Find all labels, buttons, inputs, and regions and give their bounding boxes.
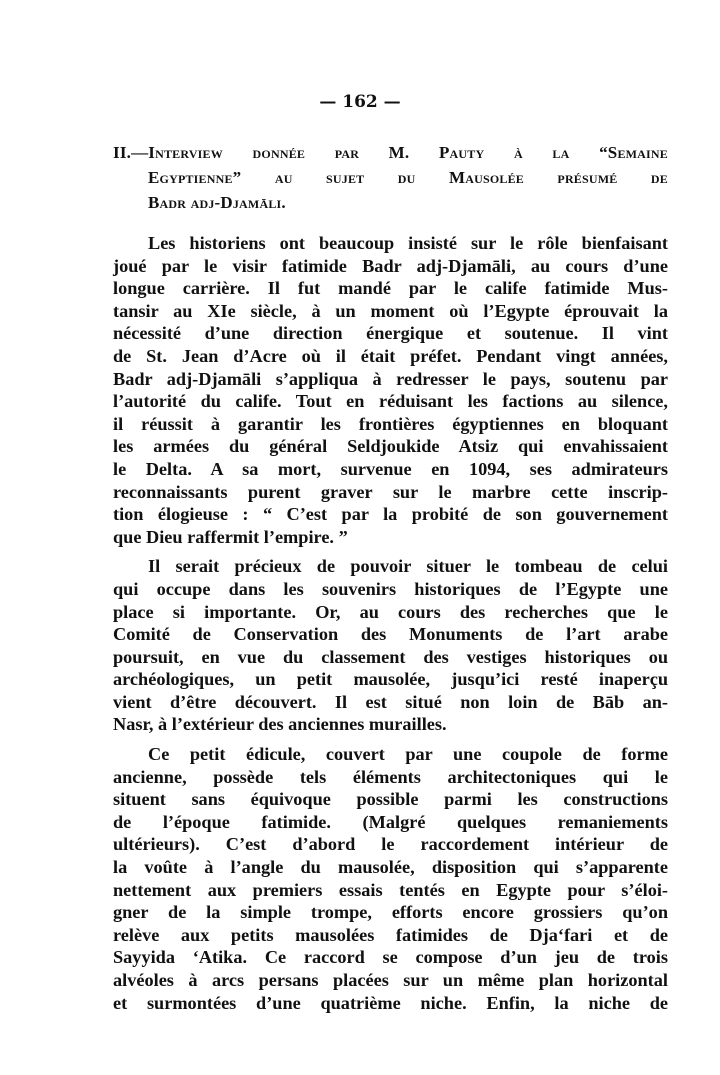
- text-line: la voûte à l’angle du mausolée, disposition qui s’apparente: [113, 857, 668, 878]
- text-line: tansir au XIe siècle, à un moment où l’Egypte éprouvait la: [113, 300, 668, 321]
- text-line: Il serait précieux de pouvoir situer le tombeau de celui: [148, 556, 668, 577]
- text-line: archéologiques, un petit mausolée, jusqu’ici resté inaperçu: [113, 669, 668, 690]
- text-line: ancienne, possède tels éléments architectoniques qui le: [113, 766, 668, 787]
- text-line: Badr adj-Djamāli s’appliqua à redresser le pays, soutenu par: [113, 368, 668, 389]
- text-line: reconnaissants purent graver sur le marbre cette inscrip-: [113, 481, 668, 502]
- text-line: situent sans équivoque possible parmi les constructions: [113, 789, 668, 810]
- text-line: ultérieurs). C’est d’abord le raccordement intérieur de: [113, 834, 668, 855]
- text-line: gner de la simple trompe, efforts encore grossiers qu’on: [113, 902, 668, 923]
- text-line: Sayyida ‘Atika. Ce raccord se compose d’un jeu de trois: [113, 947, 668, 968]
- text-line: place si importante. Or, au cours des recherches que le: [113, 601, 668, 622]
- paragraph-2: [113, 555, 668, 736]
- text-line: Les historiens ont beaucoup insisté sur le rôle bienfaisant: [148, 233, 668, 253]
- text-line: nécessité d’une direction énergique et soutenue. Il vint: [113, 323, 668, 344]
- text-line: et surmontées d’une quatrième niche. Enfin, la niche de: [113, 992, 668, 1013]
- text-line: poursuit, en vue du classement des vestiges historiques ou: [113, 646, 668, 667]
- text-line: les armées du général Seldjoukide Atsiz qui envahissaient: [113, 436, 668, 457]
- text-line: relève aux petits mausolées fatimides de Dja‘fari et de: [113, 924, 668, 945]
- page-body: [113, 140, 668, 1021]
- text-line: alvéoles à arcs persans placées sur un même plan horizontal: [113, 970, 668, 990]
- text-line: vient d’être découvert. Il est situé non loin de Bāb an-: [113, 691, 668, 712]
- text-line: joué par le visir fatimide Badr adj-Djamāli, au cours d’une: [113, 255, 668, 276]
- text-line: Comité de Conservation des Monuments de l’art arabe: [113, 624, 668, 645]
- heading-line: Badr adj-Djamāli.: [148, 193, 286, 212]
- section-heading: [113, 140, 668, 215]
- heading-line: II.—Interview donnée par M. Pauty à la “Semaine: [113, 143, 668, 162]
- text-line: de St. Jean d’Acre où il était préfet. Pendant vingt années,: [113, 345, 668, 366]
- text-line: que Dieu raffermit l’empire. ”: [113, 526, 348, 547]
- text-line: de l’époque fatimide. (Malgré quelques remaniements: [113, 811, 668, 832]
- page-number: — 162 —: [319, 92, 401, 112]
- text-line: tion élogieuse : “ C’est par la probité de son gouvernement: [113, 504, 668, 525]
- text-line: l’autorité du calife. Tout en réduisant les factions au silence,: [113, 391, 668, 412]
- text-line: Ce petit édicule, couvert par une coupole de forme: [148, 744, 668, 765]
- text-line: qui occupe dans les souvenirs historiques de l’Egypte une: [113, 578, 668, 599]
- text-line: longue carrière. Il fut mandé par le calife fatimide Mus-: [113, 278, 668, 299]
- paragraph-1: [113, 232, 668, 548]
- text-line: le Delta. A sa mort, survenue en 1094, ses admirateurs: [113, 458, 668, 479]
- text-line: Nasr, à l’extérieur des anciennes murailles.: [113, 714, 447, 735]
- paragraph-3: [113, 743, 668, 1014]
- heading-line: Egyptienne” au sujet du Mausolée présumé de: [148, 168, 668, 187]
- text-line: nettement aux premiers essais tentés en Egypte pour s’éloi-: [113, 879, 668, 900]
- text-line: il réussit à garantir les frontières égyptiennes en bloquant: [113, 413, 668, 434]
